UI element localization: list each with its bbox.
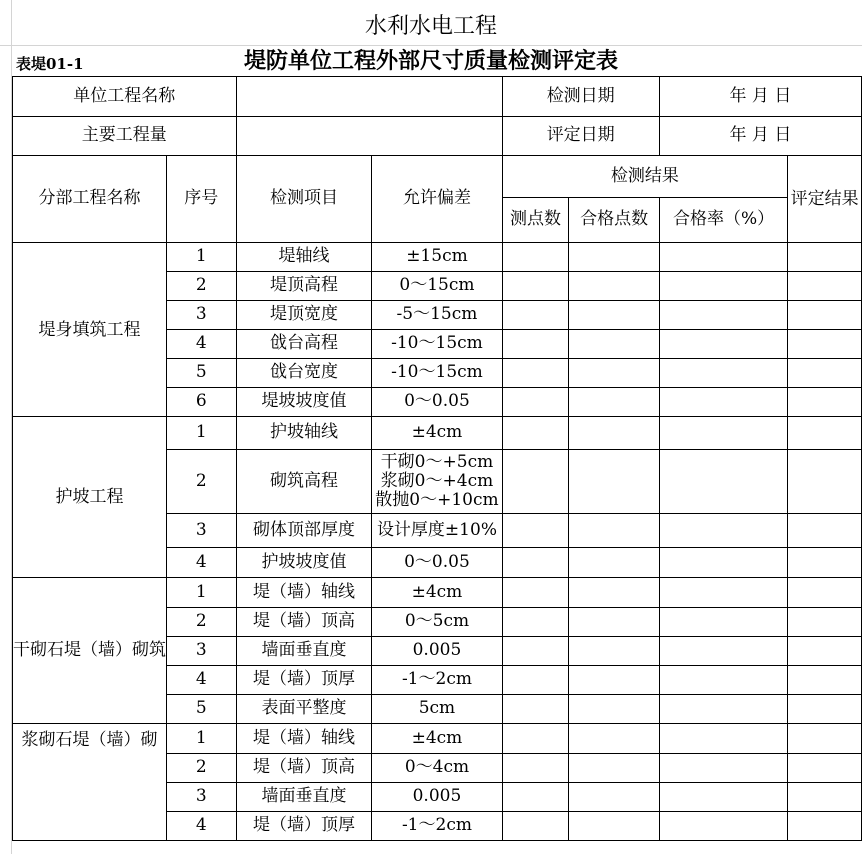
points-cell[interactable] xyxy=(502,695,569,724)
evaluation-cell[interactable] xyxy=(788,514,862,548)
passed-cell[interactable] xyxy=(569,783,659,812)
unit-name-label: 单位工程名称 xyxy=(13,77,237,117)
seq-cell: 1 xyxy=(167,724,237,754)
segment-name-cell: 护坡工程 xyxy=(13,417,167,578)
col-header-passed: 合格点数 xyxy=(569,198,659,243)
points-cell[interactable] xyxy=(502,388,569,417)
evaluation-cell[interactable] xyxy=(788,330,862,359)
seq-cell: 5 xyxy=(167,695,237,724)
seq-cell: 3 xyxy=(167,783,237,812)
evaluation-cell[interactable] xyxy=(788,417,862,450)
col-header-rate: 合格率（%） xyxy=(659,198,787,243)
item-cell: 表面平整度 xyxy=(236,695,372,724)
seq-cell: 3 xyxy=(167,637,237,666)
passed-cell[interactable] xyxy=(569,514,659,548)
seq-cell: 4 xyxy=(167,666,237,695)
passed-cell[interactable] xyxy=(569,359,659,388)
tolerance-cell: -10～15cm xyxy=(372,330,502,359)
seq-cell: 6 xyxy=(167,388,237,417)
passed-cell[interactable] xyxy=(569,754,659,783)
table-row xyxy=(13,578,862,608)
evaluation-cell[interactable] xyxy=(788,754,862,783)
rate-cell[interactable] xyxy=(659,388,787,417)
form-title: 堤防单位工程外部尺寸质量检测评定表 xyxy=(243,48,618,74)
evaluation-cell[interactable] xyxy=(788,450,862,514)
item-cell: 砌筑高程 xyxy=(236,450,372,514)
tolerance-line: 散抛0～+10cm xyxy=(375,490,499,511)
rate-cell[interactable] xyxy=(659,330,787,359)
points-cell[interactable] xyxy=(502,608,569,637)
evaluation-cell[interactable] xyxy=(788,548,862,578)
tolerance-cell: 0～0.05 xyxy=(372,548,502,578)
evaluation-cell[interactable] xyxy=(788,301,862,330)
rate-cell[interactable] xyxy=(659,514,787,548)
passed-cell[interactable] xyxy=(569,388,659,417)
evaluation-cell[interactable] xyxy=(788,359,862,388)
passed-cell[interactable] xyxy=(569,272,659,301)
rate-cell[interactable] xyxy=(659,301,787,330)
rate-cell[interactable] xyxy=(659,724,787,754)
rate-cell[interactable] xyxy=(659,695,787,724)
inspect-date-label: 检测日期 xyxy=(502,77,659,117)
table-row xyxy=(13,724,862,754)
tolerance-cell: -5～15cm xyxy=(372,301,502,330)
col-header-results: 检测结果 xyxy=(502,156,788,198)
quantity-cell[interactable] xyxy=(236,117,502,156)
col-header-item: 检测项目 xyxy=(236,156,372,243)
points-cell[interactable] xyxy=(502,243,569,272)
points-cell[interactable] xyxy=(502,637,569,666)
evaluation-cell[interactable] xyxy=(788,637,862,666)
tolerance-cell: ±4cm xyxy=(372,417,502,450)
tolerance-line: 干砌0～+5cm xyxy=(380,451,494,472)
tolerance-cell: ±15cm xyxy=(372,243,502,272)
tolerance-cell: ±4cm xyxy=(372,578,502,608)
points-cell[interactable] xyxy=(502,754,569,783)
evaluation-cell[interactable] xyxy=(788,388,862,417)
tolerance-cell: 0.005 xyxy=(372,637,502,666)
unit-name-cell[interactable] xyxy=(236,77,502,117)
item-cell: 堤（墙）顶高 xyxy=(236,754,372,783)
tolerance-cell: 0～5cm xyxy=(372,608,502,637)
item-cell: 堤（墙）轴线 xyxy=(236,578,372,608)
col-header-evaluation: 评定结果 xyxy=(788,156,862,243)
tolerance-cell: -1～2cm xyxy=(372,666,502,695)
passed-cell[interactable] xyxy=(569,608,659,637)
points-cell[interactable] xyxy=(502,783,569,812)
table-row xyxy=(13,243,862,272)
item-cell: 砌体顶部厚度 xyxy=(236,514,372,548)
passed-cell[interactable] xyxy=(569,548,659,578)
evaluation-cell[interactable] xyxy=(788,608,862,637)
tolerance-cell: 0～4cm xyxy=(372,754,502,783)
seq-cell: 2 xyxy=(167,450,237,514)
segment-name-cell: 浆砌石堤（墙）砌 xyxy=(13,724,167,841)
item-cell: 墙面垂直度 xyxy=(236,637,372,666)
passed-cell[interactable] xyxy=(569,724,659,754)
segment-name-cell: 干砌石堤（墙）砌筑 xyxy=(13,578,167,724)
seq-cell: 4 xyxy=(167,812,237,841)
points-cell[interactable] xyxy=(502,666,569,695)
rate-cell[interactable] xyxy=(659,637,787,666)
item-cell: 护坡轴线 xyxy=(236,417,372,450)
points-cell[interactable] xyxy=(502,450,569,514)
rate-cell[interactable] xyxy=(659,548,787,578)
item-cell: 护坡坡度值 xyxy=(236,548,372,578)
passed-cell[interactable] xyxy=(569,330,659,359)
item-cell: 戗台高程 xyxy=(236,330,372,359)
passed-cell[interactable] xyxy=(569,417,659,450)
rate-cell[interactable] xyxy=(659,450,787,514)
tolerance-cell: 0.005 xyxy=(372,783,502,812)
points-cell[interactable] xyxy=(502,417,569,450)
points-cell[interactable] xyxy=(502,514,569,548)
rate-cell[interactable] xyxy=(659,608,787,637)
points-cell[interactable] xyxy=(502,359,569,388)
evaluation-cell[interactable] xyxy=(788,578,862,608)
item-cell: 堤（墙）轴线 xyxy=(236,724,372,754)
item-cell: 堤轴线 xyxy=(236,243,372,272)
seq-cell: 3 xyxy=(167,514,237,548)
seq-cell: 5 xyxy=(167,359,237,388)
item-cell: 堤（墙）顶厚 xyxy=(236,666,372,695)
evaluation-cell[interactable] xyxy=(788,724,862,754)
passed-cell[interactable] xyxy=(569,450,659,514)
evaluation-cell[interactable] xyxy=(788,272,862,301)
item-cell: 戗台宽度 xyxy=(236,359,372,388)
item-cell: 堤坡坡度值 xyxy=(236,388,372,417)
tolerance-line: 浆砌0～+4cm xyxy=(380,470,494,491)
seq-cell: 1 xyxy=(167,578,237,608)
seq-cell: 1 xyxy=(167,417,237,450)
rate-cell[interactable] xyxy=(659,359,787,388)
points-cell[interactable] xyxy=(502,548,569,578)
points-cell[interactable] xyxy=(502,301,569,330)
passed-cell[interactable] xyxy=(569,637,659,666)
segment-name-cell: 堤身填筑工程 xyxy=(13,243,167,417)
evaluation-cell[interactable] xyxy=(788,243,862,272)
rate-cell[interactable] xyxy=(659,783,787,812)
rate-cell[interactable] xyxy=(659,812,787,841)
seq-cell: 1 xyxy=(167,243,237,272)
rate-cell[interactable] xyxy=(659,578,787,608)
evaluation-cell[interactable] xyxy=(788,666,862,695)
seq-cell: 2 xyxy=(167,272,237,301)
tolerance-cell xyxy=(372,450,502,514)
points-cell[interactable] xyxy=(502,272,569,301)
quantity-label: 主要工程量 xyxy=(13,117,237,156)
tolerance-cell: 5cm xyxy=(372,695,502,724)
passed-cell[interactable] xyxy=(569,301,659,330)
seq-cell: 2 xyxy=(167,754,237,783)
col-header-points: 测点数 xyxy=(502,198,569,243)
page-title: 水利水电工程 xyxy=(364,14,497,39)
rate-cell[interactable] xyxy=(659,243,787,272)
seq-cell: 2 xyxy=(167,608,237,637)
table-row xyxy=(13,417,862,450)
seq-cell: 4 xyxy=(167,548,237,578)
passed-cell[interactable] xyxy=(569,578,659,608)
item-cell: 墙面垂直度 xyxy=(236,783,372,812)
tolerance-cell: 0～0.05 xyxy=(372,388,502,417)
tolerance-cell: -1～2cm xyxy=(372,812,502,841)
inspection-table xyxy=(12,76,862,841)
item-cell: 堤顶宽度 xyxy=(236,301,372,330)
seq-cell: 4 xyxy=(167,330,237,359)
points-cell[interactable] xyxy=(502,724,569,754)
col-header-segment: 分部工程名称 xyxy=(13,156,167,243)
inspect-date-cell[interactable]: 年 月 日 xyxy=(659,77,861,117)
tolerance-cell: 0～15cm xyxy=(372,272,502,301)
item-cell: 堤（墙）顶厚 xyxy=(236,812,372,841)
rate-cell[interactable] xyxy=(659,272,787,301)
points-cell[interactable] xyxy=(502,578,569,608)
item-cell: 堤顶高程 xyxy=(236,272,372,301)
tolerance-cell: 设计厚度±10% xyxy=(372,514,502,548)
tolerance-cell: -10～15cm xyxy=(372,359,502,388)
points-cell[interactable] xyxy=(502,330,569,359)
col-header-tolerance: 允许偏差 xyxy=(372,156,502,243)
rate-cell[interactable] xyxy=(659,754,787,783)
col-header-seq: 序号 xyxy=(167,156,237,243)
seq-cell: 3 xyxy=(167,301,237,330)
passed-cell[interactable] xyxy=(569,812,659,841)
passed-cell[interactable] xyxy=(569,243,659,272)
passed-cell[interactable] xyxy=(569,695,659,724)
eval-date-cell[interactable]: 年 月 日 xyxy=(659,117,861,156)
tolerance-cell: ±4cm xyxy=(372,724,502,754)
passed-cell[interactable] xyxy=(569,666,659,695)
item-cell: 堤（墙）顶高 xyxy=(236,608,372,637)
form-code: 表堤01-1 xyxy=(16,55,84,73)
eval-date-label: 评定日期 xyxy=(502,117,659,156)
evaluation-cell[interactable] xyxy=(788,783,862,812)
points-cell[interactable] xyxy=(502,812,569,841)
rate-cell[interactable] xyxy=(659,417,787,450)
rate-cell[interactable] xyxy=(659,666,787,695)
evaluation-cell[interactable] xyxy=(788,695,862,724)
evaluation-cell[interactable] xyxy=(788,812,862,841)
